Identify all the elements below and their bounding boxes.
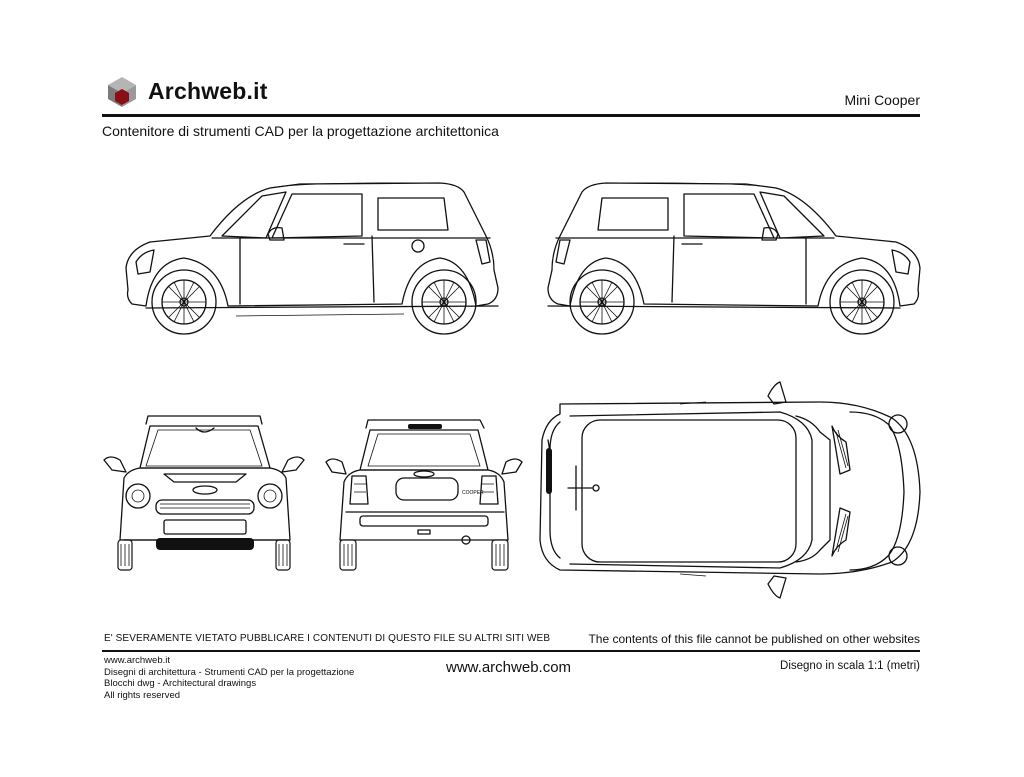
copyright-warning-italian: E' SEVERAMENTE VIETATO PUBBLICARE I CONTENUTI DI QUESTO FILE SU ALTRI SITI WEB [104, 633, 551, 644]
document-title: Mini Cooper [844, 92, 920, 108]
footer-line[interactable]: www.archweb.it [104, 655, 170, 666]
top-view [540, 382, 920, 598]
footer-divider [102, 650, 920, 652]
side-view-left [126, 183, 498, 334]
copyright-warning-english: The contents of this file cannot be published on other websites [588, 632, 920, 646]
drawing-scale: Disegno in scala 1:1 (metri) [780, 660, 920, 672]
rear-badge-text: COOPER [462, 490, 484, 496]
subtitle: Contenitore di strumenti CAD per la progettazione architettonica [102, 123, 499, 139]
footer-website-link[interactable]: www.archweb.com [446, 659, 572, 676]
footer-credits [104, 655, 354, 701]
footer-line: Blocchi dwg - Architectural drawings [104, 678, 257, 689]
rear-view [326, 420, 522, 570]
footer-line: Disegni di architettura - Strumenti CAD per la progettazione [104, 666, 355, 678]
front-view [104, 416, 304, 570]
side-view-right [548, 183, 920, 334]
brand-name: Archweb.it [148, 78, 268, 104]
footer-line: All rights reserved [104, 689, 181, 701]
